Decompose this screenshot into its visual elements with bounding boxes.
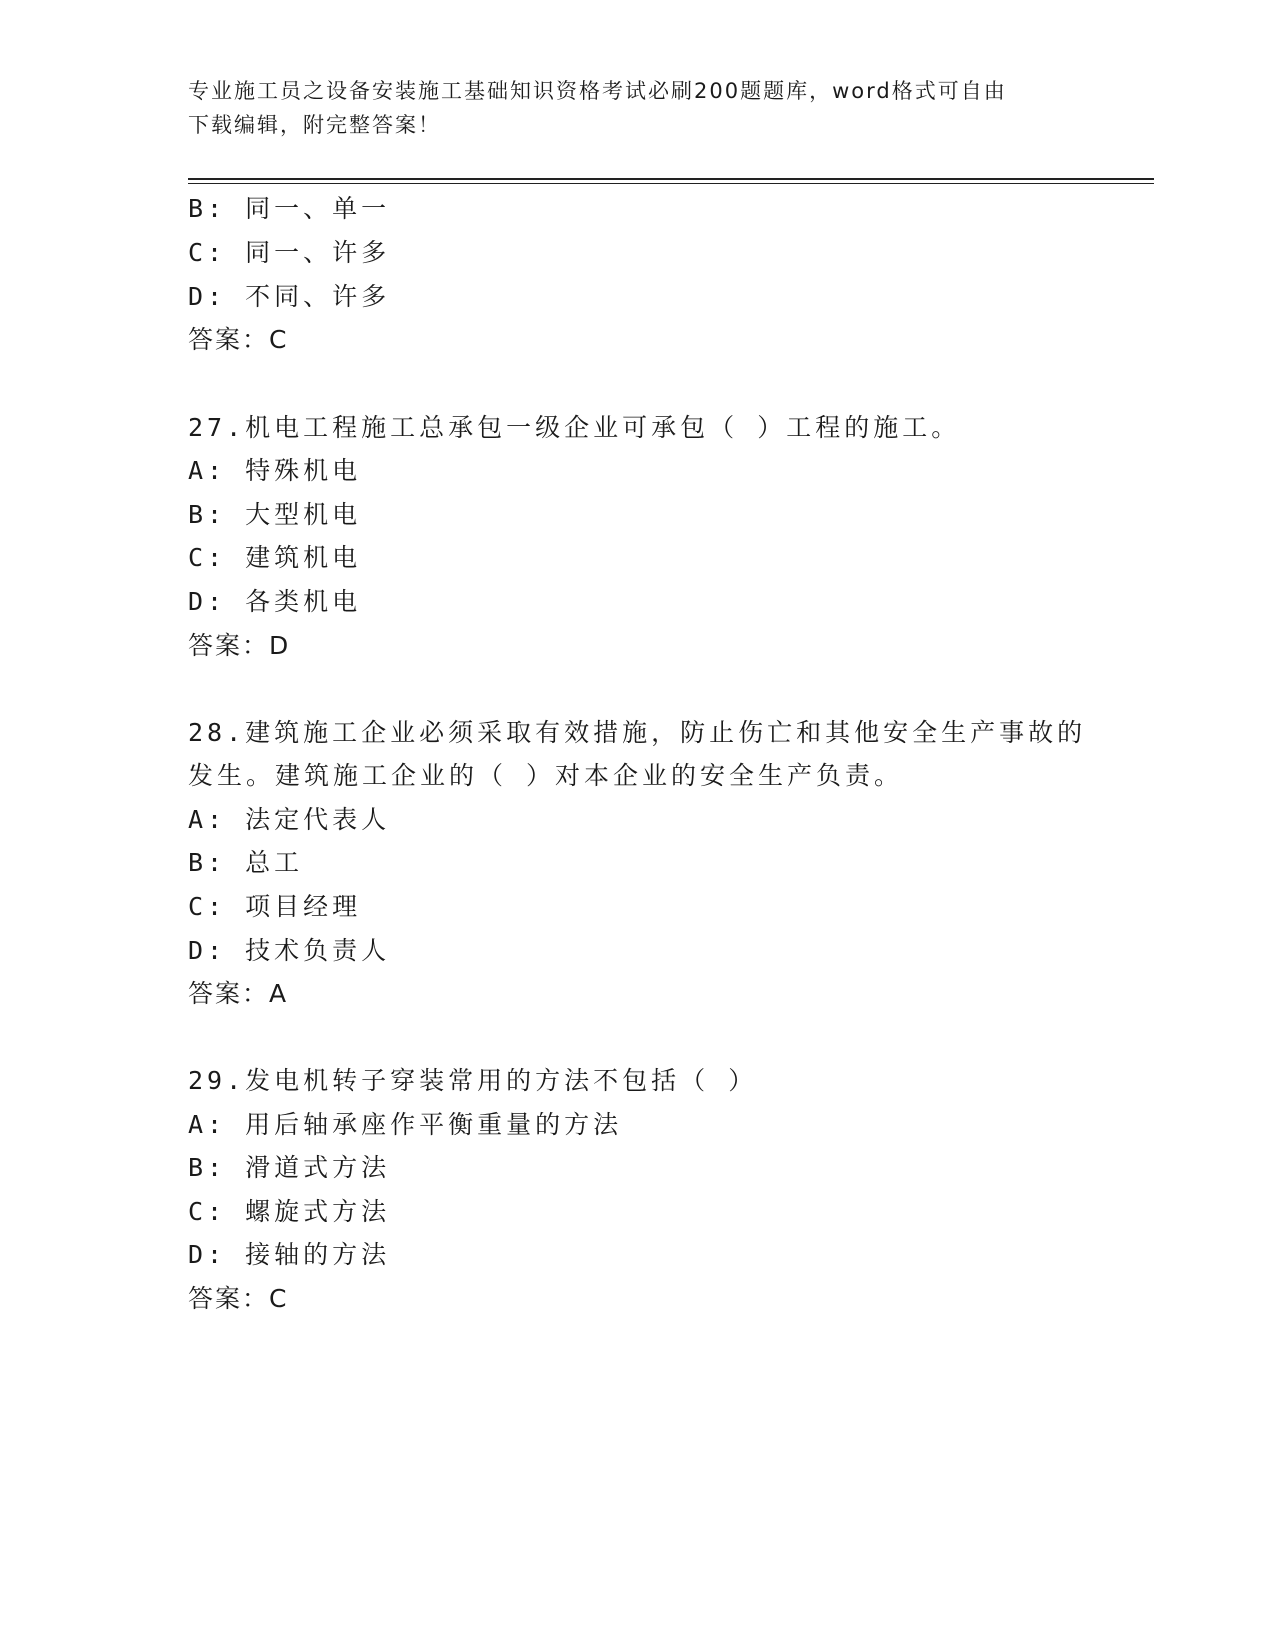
q28-option-c: C: 项目经理 bbox=[188, 892, 362, 921]
q28-stem-line-2: 发生。建筑施工企业的（ ）对本企业的安全生产负责。 bbox=[188, 761, 904, 790]
q29-option-a: A: 用后轴承座作平衡重量的方法 bbox=[188, 1110, 623, 1139]
q27-option-a: A: 特殊机电 bbox=[188, 456, 362, 485]
header-line-2: 下载编辑，附完整答案！ bbox=[188, 113, 441, 137]
q26-option-c: C: 同一、许多 bbox=[188, 238, 391, 267]
document-header bbox=[188, 74, 1088, 142]
q28-stem-line-1: 28.建筑施工企业必须采取有效措施，防止伤亡和其他安全生产事故的 bbox=[188, 718, 1087, 747]
q27-answer: 答案：D bbox=[188, 631, 291, 660]
q27-option-d: D: 各类机电 bbox=[188, 587, 362, 616]
q28-option-d: D: 技术负责人 bbox=[188, 936, 391, 965]
header-divider-thin bbox=[188, 183, 1154, 184]
q29-option-b: B: 滑道式方法 bbox=[188, 1153, 391, 1182]
q27-option-b: B: 大型机电 bbox=[188, 500, 362, 529]
header-divider-thick bbox=[188, 178, 1154, 180]
q28-answer: 答案：A bbox=[188, 979, 289, 1008]
q28-option-a: A: 法定代表人 bbox=[188, 805, 391, 834]
q29-option-c: C: 螺旋式方法 bbox=[188, 1197, 391, 1226]
q29-answer: 答案：C bbox=[188, 1284, 289, 1313]
header-line-1: 专业施工员之设备安装施工基础知识资格考试必刷200题题库，word格式可自由 bbox=[188, 79, 1007, 103]
q27-option-c: C: 建筑机电 bbox=[188, 543, 362, 572]
q28-option-b: B: 总工 bbox=[188, 848, 304, 877]
q29-stem: 29.发电机转子穿装常用的方法不包括（ ） bbox=[188, 1066, 758, 1095]
q26-answer: 答案：C bbox=[188, 325, 289, 354]
q26-option-d: D: 不同、许多 bbox=[188, 282, 391, 311]
q27-stem: 27.机电工程施工总承包一级企业可承包（ ）工程的施工。 bbox=[188, 413, 961, 442]
q26-option-b: B: 同一、单一 bbox=[188, 194, 391, 223]
q29-option-d: D: 接轴的方法 bbox=[188, 1240, 391, 1269]
